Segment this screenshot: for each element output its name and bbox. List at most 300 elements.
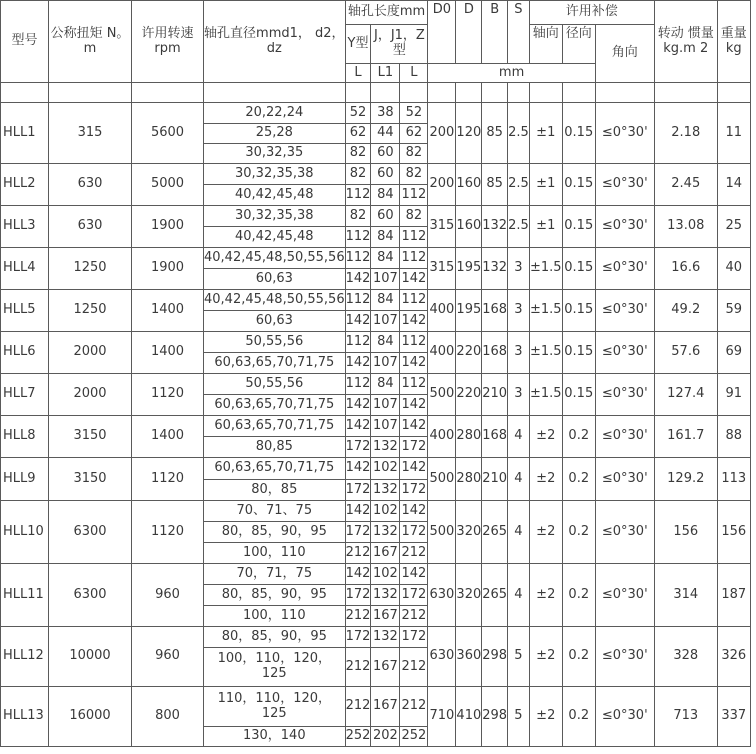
d0-cell: 315 [428, 206, 456, 248]
bore-cell: 60,63,65,70,71,75 [204, 416, 346, 437]
bore-cell: 70、71、75 [204, 501, 346, 522]
b-cell: 132 [482, 206, 508, 248]
table-row [1, 458, 751, 480]
y-length-cell: 142 [345, 416, 371, 437]
d0-cell: 500 [428, 501, 456, 564]
j-length-l-cell: 112 [400, 185, 428, 206]
model-name: HLL8 [1, 416, 49, 458]
header-l1: L1 [371, 64, 400, 83]
j-length-l1-cell: 167 [371, 606, 400, 627]
table-row [1, 332, 751, 353]
model-name: HLL1 [1, 103, 49, 164]
model-name: HLL4 [1, 248, 49, 290]
speed-cell: 960 [132, 627, 204, 687]
radial-cell: 0.15 [562, 103, 595, 164]
j-length-l1-cell: 167 [371, 648, 400, 687]
b-cell: 168 [482, 290, 508, 332]
j-length-l-cell: 212 [400, 543, 428, 564]
radial-cell: 0.15 [562, 332, 595, 374]
model-name: HLL3 [1, 206, 49, 248]
axial-cell: ±1.5 [529, 374, 562, 416]
bore-cell: 30,32,35 [204, 144, 346, 164]
y-length-cell: 142 [345, 269, 371, 290]
bore-cell: 40,42,45,48,50,55,56 [204, 290, 346, 311]
bore-cell: 60,63 [204, 269, 346, 290]
axial-cell: ±2 [529, 501, 562, 564]
j-length-l1-cell: 60 [371, 144, 400, 164]
torque-cell: 2000 [49, 374, 132, 416]
j-length-l1-cell: 84 [371, 332, 400, 353]
y-length-cell: 112 [345, 374, 371, 395]
table-row [1, 248, 751, 269]
radial-cell: 0.15 [562, 206, 595, 248]
b-cell: 265 [482, 564, 508, 627]
angular-cell: ≤0°30' [595, 290, 654, 332]
radial-cell: 0.2 [562, 458, 595, 501]
bore-cell: 40,42,45,48,50,55,56 [204, 248, 346, 269]
table-row [1, 206, 751, 227]
d-cell: 320 [456, 564, 482, 627]
y-length-cell: 142 [345, 395, 371, 416]
torque-cell: 630 [49, 164, 132, 206]
axial-cell: ±1.5 [529, 290, 562, 332]
j-length-l1-cell: 44 [371, 124, 400, 144]
bore-cell: 110，110，120， 125 [204, 687, 346, 727]
j-length-l1-cell: 132 [371, 437, 400, 458]
table-row [1, 627, 751, 648]
j-length-l-cell: 62 [400, 124, 428, 144]
inertia-cell: 314 [654, 564, 717, 627]
b-cell: 132 [482, 248, 508, 290]
d-cell: 280 [456, 458, 482, 501]
weight-cell: 25 [717, 206, 750, 248]
bore-cell: 60,63,65,70,71,75 [204, 353, 346, 374]
y-length-cell: 212 [345, 543, 371, 564]
bore-cell: 80，85，90，95 [204, 522, 346, 543]
y-length-cell: 112 [345, 248, 371, 269]
j-length-l-cell: 52 [400, 103, 428, 124]
j-length-l1-cell: 102 [371, 564, 400, 585]
b-cell: 210 [482, 458, 508, 501]
j-length-l-cell: 142 [400, 311, 428, 332]
angular-cell: ≤0°30' [595, 627, 654, 687]
d0-cell: 630 [428, 564, 456, 627]
radial-cell: 0.15 [562, 248, 595, 290]
model-name: HLL9 [1, 458, 49, 501]
speed-cell: 1400 [132, 290, 204, 332]
s-cell: 2.5 [508, 164, 530, 206]
bore-cell: 30,32,35,38 [204, 206, 346, 227]
inertia-cell: 713 [654, 687, 717, 747]
inertia-cell: 328 [654, 627, 717, 687]
j-length-l1-cell: 60 [371, 206, 400, 227]
inertia-cell: 2.45 [654, 164, 717, 206]
angular-cell: ≤0°30' [595, 248, 654, 290]
torque-cell: 3150 [49, 416, 132, 458]
axial-cell: ±2 [529, 627, 562, 687]
speed-cell: 960 [132, 564, 204, 627]
weight-cell: 14 [717, 164, 750, 206]
torque-cell: 630 [49, 206, 132, 248]
j-length-l1-cell: 107 [371, 269, 400, 290]
b-cell: 298 [482, 627, 508, 687]
j-length-l1-cell: 132 [371, 522, 400, 543]
s-cell: 4 [508, 501, 530, 564]
j-length-l1-cell: 132 [371, 627, 400, 648]
j-length-l-cell: 112 [400, 248, 428, 269]
y-length-cell: 142 [345, 564, 371, 585]
y-length-cell: 172 [345, 627, 371, 648]
torque-cell: 1250 [49, 248, 132, 290]
d-cell: 220 [456, 374, 482, 416]
angular-cell: ≤0°30' [595, 332, 654, 374]
model-name: HLL10 [1, 501, 49, 564]
j-length-l1-cell: 167 [371, 543, 400, 564]
j-length-l1-cell: 132 [371, 585, 400, 606]
torque-cell: 6300 [49, 501, 132, 564]
b-cell: 85 [482, 164, 508, 206]
torque-cell: 315 [49, 103, 132, 164]
table-row [1, 501, 751, 522]
b-cell: 298 [482, 687, 508, 747]
header-y-type: Y型 [345, 25, 371, 64]
y-length-cell: 212 [345, 648, 371, 687]
table-row [1, 164, 751, 185]
table-row [1, 103, 751, 124]
j-length-l1-cell: 84 [371, 290, 400, 311]
bore-cell: 30,32,35,38 [204, 164, 346, 185]
j-length-l1-cell: 167 [371, 687, 400, 727]
d-cell: 220 [456, 332, 482, 374]
model-name: HLL13 [1, 687, 49, 747]
speed-cell: 1400 [132, 416, 204, 458]
header-bore: 轴孔直径mmd1， d2，dz [204, 1, 346, 83]
s-cell: 5 [508, 627, 530, 687]
header-torque: 公称扭矩 N。m [49, 1, 132, 83]
inertia-cell: 13.08 [654, 206, 717, 248]
table-row [1, 290, 751, 311]
y-length-cell: 252 [345, 727, 371, 747]
y-length-cell: 142 [345, 353, 371, 374]
j-length-l-cell: 212 [400, 648, 428, 687]
s-cell: 4 [508, 564, 530, 627]
speed-cell: 800 [132, 687, 204, 747]
y-length-cell: 52 [345, 103, 371, 124]
bore-cell: 100，110 [204, 543, 346, 564]
header-row-1 [1, 1, 751, 25]
d-cell: 410 [456, 687, 482, 747]
axial-cell: ±2 [529, 416, 562, 458]
radial-cell: 0.15 [562, 164, 595, 206]
table-body [1, 1, 751, 747]
bore-cell: 100，110，120， 125 [204, 648, 346, 687]
d0-cell: 200 [428, 103, 456, 164]
d0-cell: 500 [428, 374, 456, 416]
j-length-l-cell: 212 [400, 606, 428, 627]
b-cell: 210 [482, 374, 508, 416]
j-length-l-cell: 172 [400, 437, 428, 458]
d-cell: 160 [456, 206, 482, 248]
axial-cell: ±2 [529, 458, 562, 501]
table-row [1, 687, 751, 727]
j-length-l-cell: 82 [400, 144, 428, 164]
radial-cell: 0.2 [562, 687, 595, 747]
j-length-l1-cell: 84 [371, 374, 400, 395]
inertia-cell: 16.6 [654, 248, 717, 290]
angular-cell: ≤0°30' [595, 374, 654, 416]
j-length-l1-cell: 107 [371, 311, 400, 332]
j-length-l-cell: 142 [400, 395, 428, 416]
y-length-cell: 82 [345, 164, 371, 185]
y-length-cell: 142 [345, 311, 371, 332]
speed-cell: 1900 [132, 206, 204, 248]
angular-cell: ≤0°30' [595, 501, 654, 564]
j-length-l-cell: 142 [400, 353, 428, 374]
j-length-l1-cell: 202 [371, 727, 400, 747]
weight-cell: 40 [717, 248, 750, 290]
speed-cell: 5600 [132, 103, 204, 164]
torque-cell: 6300 [49, 564, 132, 627]
bore-cell: 40,42,45,48 [204, 227, 346, 248]
j-length-l-cell: 252 [400, 727, 428, 747]
weight-cell: 187 [717, 564, 750, 627]
y-length-cell: 172 [345, 480, 371, 501]
s-cell: 4 [508, 458, 530, 501]
j-length-l1-cell: 107 [371, 395, 400, 416]
axial-cell: ±1.5 [529, 248, 562, 290]
bore-cell: 40,42,45,48 [204, 185, 346, 206]
bore-cell: 60,63 [204, 311, 346, 332]
radial-cell: 0.15 [562, 374, 595, 416]
header-l: L [345, 64, 371, 83]
bore-cell: 100，110 [204, 606, 346, 627]
weight-cell: 156 [717, 501, 750, 564]
header-radial: 径向 [562, 25, 595, 64]
j-length-l-cell: 112 [400, 332, 428, 353]
model-name: HLL2 [1, 164, 49, 206]
s-cell: 5 [508, 687, 530, 747]
table-row [1, 564, 751, 585]
j-length-l1-cell: 84 [371, 248, 400, 269]
bore-cell: 80，85，90，95 [204, 585, 346, 606]
inertia-cell: 57.6 [654, 332, 717, 374]
b-cell: 265 [482, 501, 508, 564]
weight-cell: 11 [717, 103, 750, 164]
b-cell: 168 [482, 416, 508, 458]
bore-cell: 130，140 [204, 727, 346, 747]
bore-cell: 60,63,65,70,71,75 [204, 395, 346, 416]
j-length-l-cell: 172 [400, 480, 428, 501]
header-j-type: J，J1，Z 型 [371, 25, 428, 64]
d0-cell: 200 [428, 164, 456, 206]
d-cell: 160 [456, 164, 482, 206]
d0-cell: 630 [428, 627, 456, 687]
j-length-l-cell: 142 [400, 416, 428, 437]
bore-cell: 25,28 [204, 124, 346, 144]
angular-cell: ≤0°30' [595, 564, 654, 627]
bore-cell: 80,85 [204, 437, 346, 458]
angular-cell: ≤0°30' [595, 164, 654, 206]
weight-cell: 59 [717, 290, 750, 332]
speed-cell: 1400 [132, 332, 204, 374]
angular-cell: ≤0°30' [595, 458, 654, 501]
angular-cell: ≤0°30' [595, 416, 654, 458]
inertia-cell: 49.2 [654, 290, 717, 332]
d0-cell: 315 [428, 248, 456, 290]
model-name: HLL12 [1, 627, 49, 687]
d-cell: 195 [456, 248, 482, 290]
angular-cell: ≤0°30' [595, 206, 654, 248]
bore-cell: 60,63,65,70,71,75 [204, 458, 346, 480]
weight-cell: 91 [717, 374, 750, 416]
weight-cell: 326 [717, 627, 750, 687]
d0-cell: 710 [428, 687, 456, 747]
d-cell: 195 [456, 290, 482, 332]
y-length-cell: 112 [345, 227, 371, 248]
j-length-l-cell: 172 [400, 522, 428, 543]
d-cell: 280 [456, 416, 482, 458]
radial-cell: 0.2 [562, 501, 595, 564]
s-cell: 2.5 [508, 206, 530, 248]
radial-cell: 0.2 [562, 627, 595, 687]
weight-cell: 69 [717, 332, 750, 374]
j-length-l1-cell: 107 [371, 416, 400, 437]
y-length-cell: 82 [345, 144, 371, 164]
j-length-l-cell: 142 [400, 501, 428, 522]
header-length: 轴孔长度mm [345, 1, 428, 25]
j-length-l-cell: 172 [400, 627, 428, 648]
j-length-l-cell: 82 [400, 206, 428, 227]
j-length-l1-cell: 102 [371, 501, 400, 522]
axial-cell: ±2 [529, 687, 562, 747]
j-length-l-cell: 212 [400, 687, 428, 727]
j-length-l-cell: 112 [400, 290, 428, 311]
y-length-cell: 82 [345, 206, 371, 227]
y-length-cell: 142 [345, 458, 371, 480]
y-length-cell: 112 [345, 290, 371, 311]
header-inertia: 转动 惯量 kg.m 2 [654, 1, 717, 83]
bore-cell: 20,22,24 [204, 103, 346, 124]
header-d0: D0 [428, 1, 456, 64]
model-name: HLL11 [1, 564, 49, 627]
model-name: HLL6 [1, 332, 49, 374]
y-length-cell: 142 [345, 501, 371, 522]
header-d: D [456, 1, 482, 64]
header-b: B [482, 1, 508, 64]
y-length-cell: 212 [345, 606, 371, 627]
s-cell: 3 [508, 248, 530, 290]
axial-cell: ±1 [529, 103, 562, 164]
y-length-cell: 172 [345, 522, 371, 543]
s-cell: 3 [508, 374, 530, 416]
header-weight: 重量 kg [717, 1, 750, 83]
radial-cell: 0.2 [562, 564, 595, 627]
j-length-l-cell: 82 [400, 164, 428, 185]
j-length-l-cell: 142 [400, 458, 428, 480]
header-mm-unit: mm [428, 64, 595, 83]
weight-cell: 337 [717, 687, 750, 747]
j-length-l1-cell: 107 [371, 353, 400, 374]
speed-cell: 1120 [132, 501, 204, 564]
weight-cell: 113 [717, 458, 750, 501]
j-length-l1-cell: 132 [371, 480, 400, 501]
inertia-cell: 2.18 [654, 103, 717, 164]
d-cell: 120 [456, 103, 482, 164]
inertia-cell: 156 [654, 501, 717, 564]
torque-cell: 2000 [49, 332, 132, 374]
header-s: S [508, 1, 530, 64]
j-length-l-cell: 112 [400, 227, 428, 248]
d0-cell: 400 [428, 290, 456, 332]
d0-cell: 500 [428, 458, 456, 501]
torque-cell: 16000 [49, 687, 132, 747]
d0-cell: 400 [428, 416, 456, 458]
radial-cell: 0.15 [562, 290, 595, 332]
axial-cell: ±1 [529, 206, 562, 248]
speed-cell: 5000 [132, 164, 204, 206]
d0-cell: 400 [428, 332, 456, 374]
header-l2: L [400, 64, 428, 83]
header-speed: 许用转速 rpm [132, 1, 204, 83]
b-cell: 85 [482, 103, 508, 164]
j-length-l1-cell: 84 [371, 185, 400, 206]
j-length-l-cell: 112 [400, 374, 428, 395]
table-row [1, 416, 751, 437]
axial-cell: ±1 [529, 164, 562, 206]
s-cell: 3 [508, 290, 530, 332]
j-length-l1-cell: 60 [371, 164, 400, 185]
j-length-l1-cell: 84 [371, 227, 400, 248]
y-length-cell: 62 [345, 124, 371, 144]
bore-cell: 50,55,56 [204, 374, 346, 395]
speed-cell: 1120 [132, 374, 204, 416]
axial-cell: ±2 [529, 564, 562, 627]
bore-cell: 70，71，75 [204, 564, 346, 585]
j-length-l-cell: 172 [400, 585, 428, 606]
model-name: HLL5 [1, 290, 49, 332]
y-length-cell: 172 [345, 585, 371, 606]
inertia-cell: 127.4 [654, 374, 717, 416]
d-cell: 320 [456, 501, 482, 564]
torque-cell: 1250 [49, 290, 132, 332]
bore-cell: 80，85 [204, 480, 346, 501]
y-length-cell: 172 [345, 437, 371, 458]
spacer-row [1, 83, 751, 103]
j-length-l1-cell: 102 [371, 458, 400, 480]
d-cell: 360 [456, 627, 482, 687]
y-length-cell: 112 [345, 332, 371, 353]
y-length-cell: 112 [345, 185, 371, 206]
table-row [1, 374, 751, 395]
header-axial: 轴向 [529, 25, 562, 64]
bore-cell: 50,55,56 [204, 332, 346, 353]
weight-cell: 88 [717, 416, 750, 458]
inertia-cell: 129.2 [654, 458, 717, 501]
s-cell: 4 [508, 416, 530, 458]
y-length-cell: 212 [345, 687, 371, 727]
inertia-cell: 161.7 [654, 416, 717, 458]
angular-cell: ≤0°30' [595, 103, 654, 164]
header-compensation: 许用补偿 [529, 1, 654, 25]
header-model: 型号 [1, 1, 49, 83]
s-cell: 2.5 [508, 103, 530, 164]
b-cell: 168 [482, 332, 508, 374]
speed-cell: 1900 [132, 248, 204, 290]
bore-cell: 80，85，90，95 [204, 627, 346, 648]
header-angular: 角向 [595, 25, 654, 83]
model-name: HLL7 [1, 374, 49, 416]
j-length-l-cell: 142 [400, 564, 428, 585]
